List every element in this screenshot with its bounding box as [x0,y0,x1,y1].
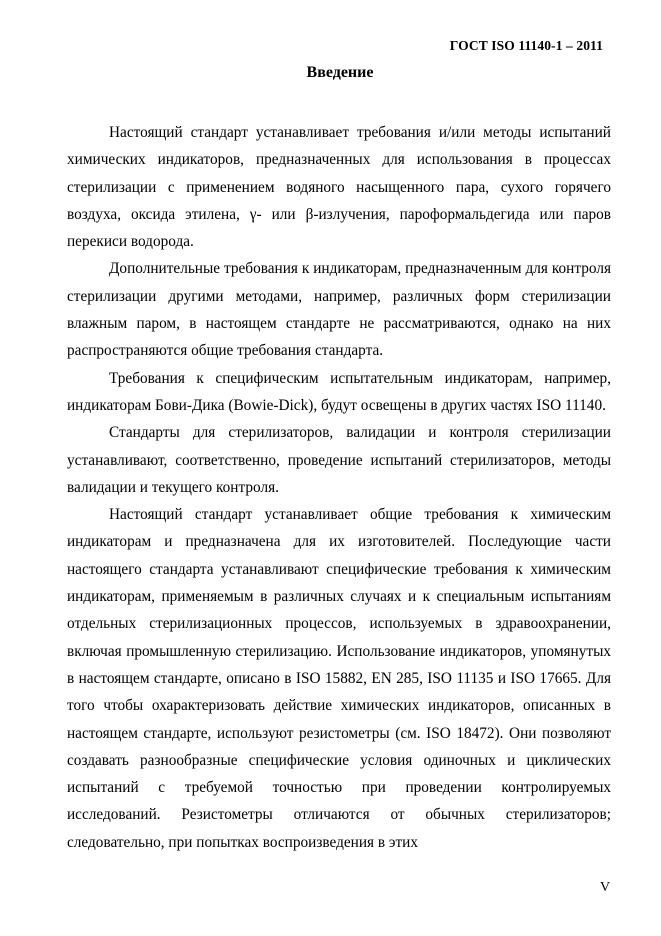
document-code-header: ГОСТ ISO 11140-1 – 2011 [449,38,603,53]
paragraph-bowie-dick: Требования к специфическим испытательным индикаторам, например, индикаторам Бови-Дика (Bowie-Dick), будут освещены в других частях ISO 11140. [67,369,611,414]
body-text [67,119,611,856]
paragraph-other-methods: Дополнительные требования к индикаторам, предназначенным для контроля стерилизации другими методами, например, различных форм стерилизации влажным паром, в настоящем стандарте не рассматриваются, однако на них распространяются общие требования стандарта. [67,260,611,360]
paragraph-scope: Настоящий стандарт устанавливает требования и/или методы испытаний химических индикаторов, предназначенных для использования в процессах стерилизации с применением водяного насыщенного пара, сухого горячего воздуха, оксида этилена, γ- или β-излучения, пароформальдегида или паров перекиси водорода. [67,124,611,251]
paragraph-sterilizer-standards: Стандарты для стерилизаторов, валидации и контроля стерилизации устанавливают, соответственно, проведение испытаний стерилизаторов, методы валидации и текущего контроля. [67,424,611,496]
paragraph-general-requirements: Настоящий стандарт устанавливает общие требования к химическим индикаторам и предназначена для их изготовителей. Последующие части настоящего стандарта устанавливают специфические требования к химическим индикаторам, применяемым в различных случаях и к специальным испытаниям отдельных стерилизационных процессов, используемых в здравоохранении, включая промышленную стерилизацию. Использование индикаторов, упомянутых в настоящем стандарте, описано в ISO 15882, EN 285, ISO 11135 и ISO 17665. Для того чтобы охарактеризовать действие химических индикаторов, описанных в настоящем стандарте, используют резистометры (см. ISO 18472). Они позволяют создавать разнообразные специфические условия одиночных и циклических испытаний с требуемой точностью при проведении контролируемых исследований. Резистометры отличаются от обычных стерилизаторов; следовательно, при попытках воспроизведения в этих [67,506,611,851]
page-number: V [600,880,611,895]
section-title: Введение [306,64,374,81]
